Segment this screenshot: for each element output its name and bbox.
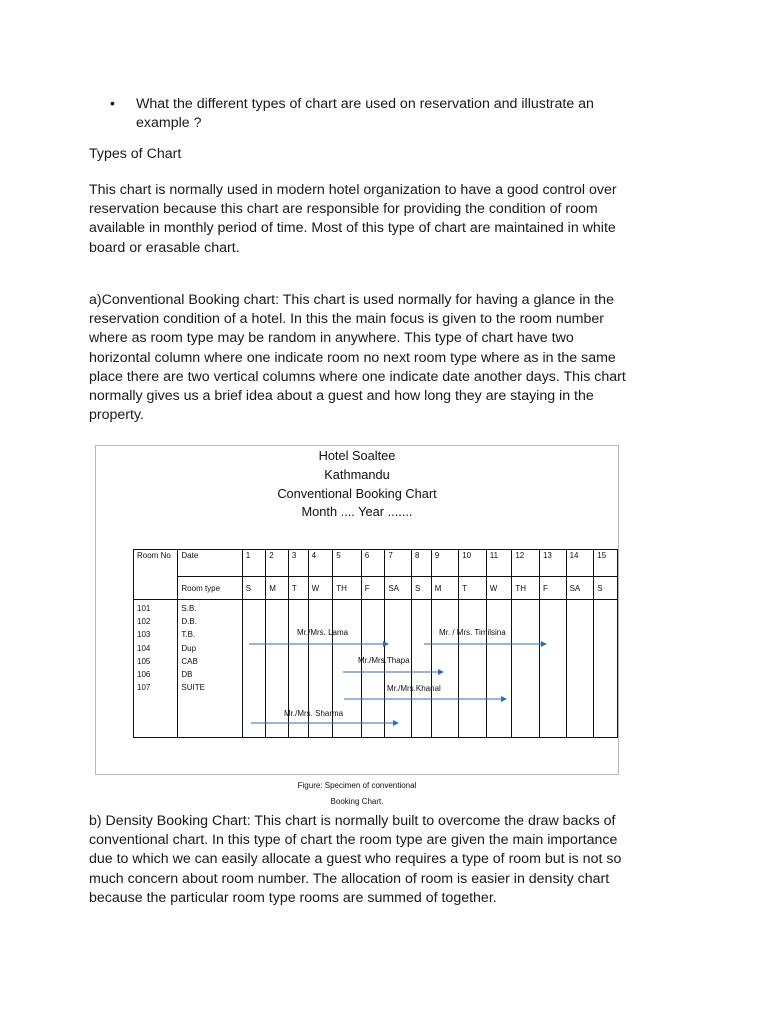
- room-type: CAB: [181, 656, 198, 666]
- day-cell: M: [431, 577, 458, 600]
- booking-cell: [361, 600, 385, 738]
- question-text: [136, 95, 646, 133]
- booking-cell: [594, 600, 618, 738]
- date-cell: 6: [361, 550, 385, 577]
- day-cell: F: [361, 577, 385, 600]
- room-number: 105: [137, 656, 151, 666]
- figure-caption-line: Booking Chart.: [330, 797, 384, 806]
- day-cell: TH: [333, 577, 362, 600]
- date-cell: 1: [242, 550, 266, 577]
- guest-thapa: Mr./Mrs.Thapa: [358, 656, 410, 665]
- date-cell: 9: [431, 550, 458, 577]
- room-type: SUITE: [181, 683, 205, 693]
- date-cell: 15: [594, 550, 618, 577]
- date-cell: 3: [288, 550, 308, 577]
- booking-cell: [412, 600, 432, 738]
- density-chart-paragraph: [89, 812, 664, 908]
- date-cell: 13: [539, 550, 566, 577]
- paragraph-line: due to which we can easily allocate a guest who requires a type of room but is not so: [89, 851, 622, 868]
- question-line: What the different types of chart are used on reservation and illustrate an: [136, 96, 594, 112]
- day-cell: SA: [566, 577, 594, 600]
- paragraph-line: because the particular room type rooms are summed of together.: [89, 889, 497, 906]
- paragraph-line: reservation condition of a hotel. In this the main focus is given to the room number: [89, 311, 604, 328]
- booking-cell: [566, 600, 594, 738]
- day-cell: M: [266, 577, 289, 600]
- room-number: 103: [137, 630, 151, 640]
- figure-caption-line: Figure: Specimen of conventional: [297, 781, 417, 790]
- room-type: Dup: [181, 643, 197, 653]
- day-cell: F: [539, 577, 566, 600]
- booking-cell: [512, 600, 540, 738]
- day-cell: W: [308, 577, 333, 600]
- day-cell: S: [242, 577, 266, 600]
- booking-cell: [486, 600, 512, 738]
- paragraph-line: reservation because this chart are responsible for providing the condition of room: [89, 201, 598, 218]
- date-cell: 10: [459, 550, 487, 577]
- date-cell: 4: [308, 550, 333, 577]
- intro-paragraph: [89, 181, 664, 258]
- date-cell: 11: [486, 550, 512, 577]
- room-type: T.B.: [181, 630, 196, 640]
- paragraph-line: a)Conventional Booking chart: This chart is used normally for having a glance in the: [89, 292, 614, 308]
- day-cell: W: [486, 577, 512, 600]
- room-number: 102: [137, 617, 151, 627]
- room-type-column: [178, 600, 242, 738]
- date-header: Date: [178, 550, 242, 577]
- room-number: 101: [137, 604, 151, 613]
- conventional-chart-paragraph: [89, 291, 664, 425]
- paragraph-line: place there are two vertical columns where one indicate date another days. This chart: [89, 368, 626, 385]
- bullet-icon: •: [110, 96, 115, 112]
- paragraph-line: available in monthly period of time. Most of this type of chart are maintained in white: [89, 220, 616, 237]
- room-number: 106: [137, 669, 151, 679]
- day-cell: T: [288, 577, 308, 600]
- booking-cell: [539, 600, 566, 738]
- guest-khanal: Mr./Mrs.Khanal: [387, 684, 441, 693]
- date-cell: 5: [333, 550, 362, 577]
- room-type: S.B.: [181, 604, 197, 613]
- date-cell: 12: [512, 550, 540, 577]
- paragraph-line: property.: [89, 407, 144, 424]
- booking-table: [133, 549, 618, 738]
- day-cell: S: [594, 577, 618, 600]
- paragraph-line: horizontal column where one indicate room no next room type where as in the same: [89, 349, 616, 366]
- figure-city: Kathmandu: [324, 467, 390, 482]
- paragraph-line: much concern about room number. The allocation of room is easier in density chart: [89, 870, 610, 887]
- figure-chart-title: Conventional Booking Chart: [277, 486, 437, 501]
- date-cell: 7: [385, 550, 412, 577]
- section-heading: Types of Chart: [89, 146, 182, 162]
- paragraph-line: b) Density Booking Chart: This chart is normally built to overcome the draw backs of: [89, 813, 616, 829]
- booking-cell: [431, 600, 458, 738]
- room-type: D.B.: [181, 617, 197, 627]
- day-cell: S: [412, 577, 432, 600]
- room-type-header: Room type: [178, 577, 242, 600]
- guest-sharma: Mr./Mrs. Sharma: [284, 709, 344, 718]
- day-cell: T: [459, 577, 487, 600]
- figure-hotel-name: Hotel Soaltee: [318, 448, 396, 463]
- date-cell: 8: [412, 550, 432, 577]
- paragraph-line: normally gives us a brief idea about a guest and how long they are staying in the: [89, 388, 594, 405]
- room-number-column: [134, 600, 178, 738]
- date-cell: 14: [566, 550, 594, 577]
- paragraph-line: board or erasable chart.: [89, 239, 240, 256]
- booking-chart-figure: [95, 445, 619, 775]
- day-cell: SA: [385, 577, 412, 600]
- paragraph-line: where as room type may be random in anywhere. This type of chart have two: [89, 330, 574, 347]
- day-cell: TH: [512, 577, 540, 600]
- date-cell: 2: [266, 550, 289, 577]
- room-no-header: Room No: [134, 550, 178, 600]
- booking-cell: [385, 600, 412, 738]
- room-type: DB: [181, 669, 193, 679]
- guest-lama: Mr./Mrs. Lama: [297, 628, 349, 637]
- booking-cell: [242, 600, 266, 738]
- room-number: 104: [137, 643, 151, 653]
- booking-cell: [459, 600, 487, 738]
- paragraph-line: conventional chart. In this type of chart the room type are given the main importance: [89, 832, 618, 849]
- paragraph-line: This chart is normally used in modern hotel organization to have a good control over: [89, 182, 617, 198]
- guest-timilsina: Mr. / Mrs. Timilsina: [439, 628, 506, 637]
- figure-period: Month .... Year .......: [301, 504, 413, 519]
- question-line: example ?: [136, 115, 202, 132]
- room-number: 107: [137, 683, 151, 693]
